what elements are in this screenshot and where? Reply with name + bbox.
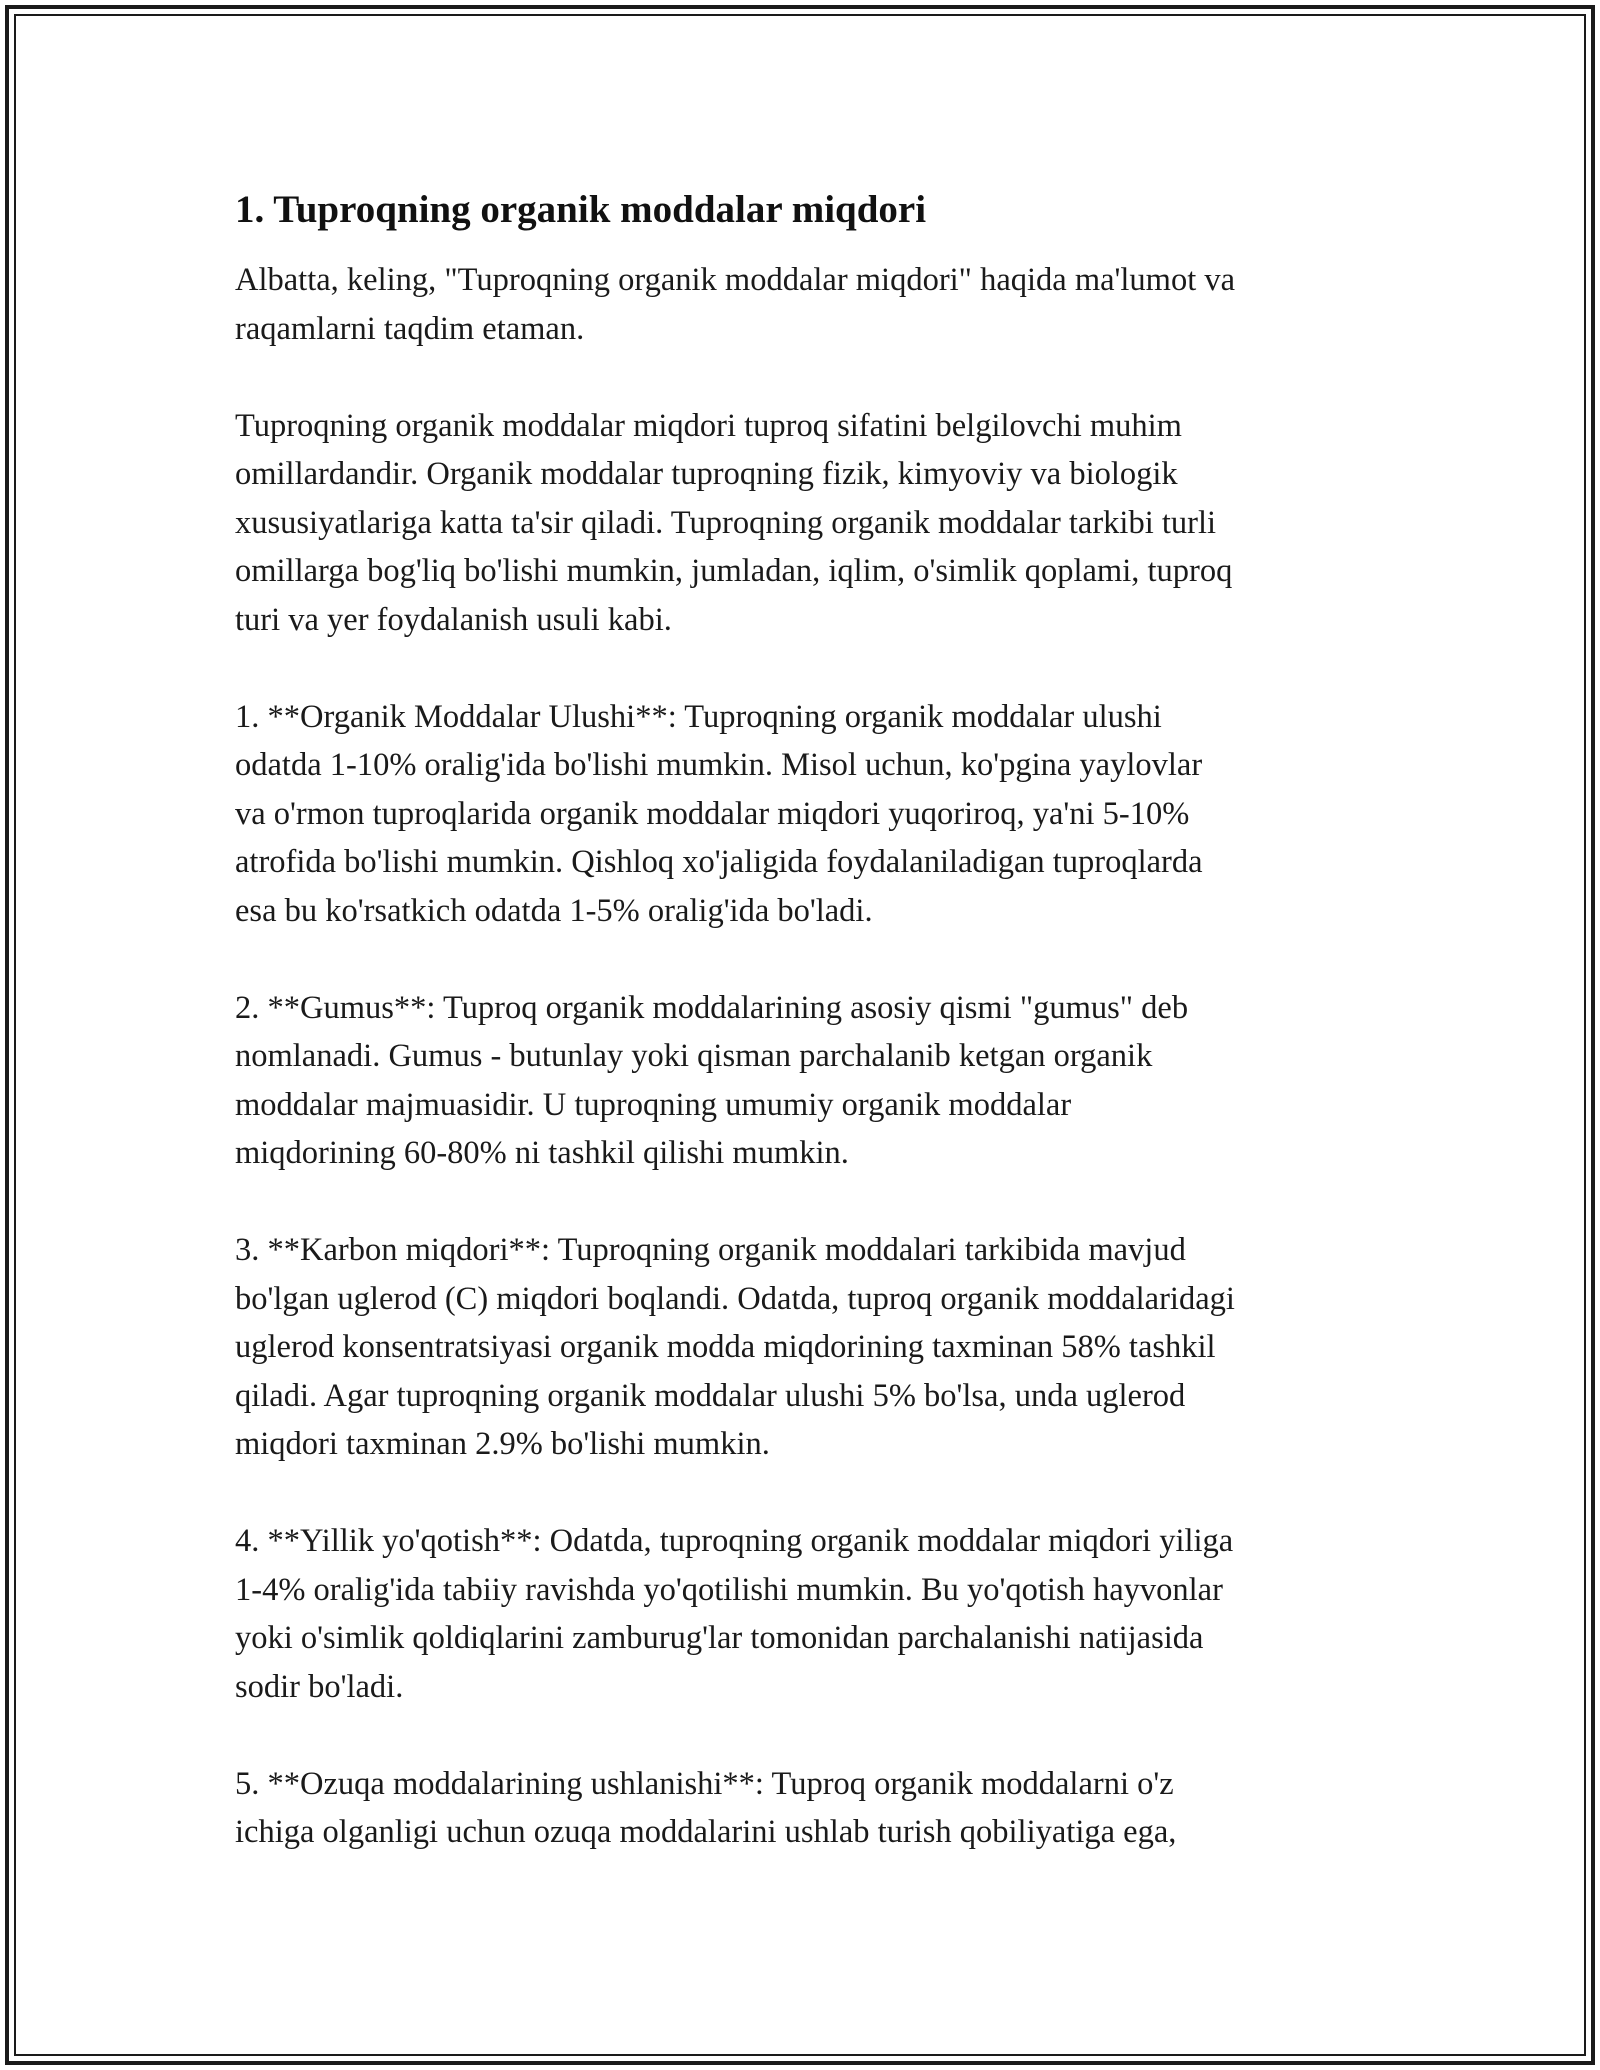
list-item-annual-loss: 4. **Yillik yo'qotish**: Odatda, tuproqning organik moddalar miqdori yiliga 1-4% oralig'ida tabiiy ravishda yo'qotilishi mumkin. Bu yo'qotish hayvonlar yoki o'simlik qoldiqlarini zamburug'lar tomonidan parchalanishi natijasida sodir bo'ladi. [235, 1523, 1234, 1705]
list-item-humus: 2. **Gumus**: Tuproq organik moddalarining asosiy qismi "gumus" deb nomlanadi. Gumus - butunlay yoki qisman parchalanib ketgan organik moddalar majmuasidir. U tuproqning umumiy organik moddalar miqdorining 60-80% ni tashkil qilishi mumkin. [235, 989, 1189, 1171]
document-title: 1. Tuproqning organik moddalar miqdori [235, 188, 927, 231]
list-item-organic-share: 1. **Organik Moddalar Ulushi**: Tuproqning organik moddalar ulushi odatda 1-10% oralig'ida bo'lishi mumkin. Misol uchun, ko'pgina yaylovlar va o'rmon tuproqlarida organik moddalar miqdori yuqoriroq, ya'ni 5-10% atrofida bo'lishi mumkin. Qishloq xo'jaligida foydalaniladigan tuproqlarda esa bu ko'rsatkich odatda 1-5% oralig'ida bo'ladi. [235, 698, 1203, 929]
list-item-nutrient-retention: 5. **Ozuqa moddalarining ushlanishi**: Tuproq organik moddalarni o'z ichiga olganligi uchun ozuqa moddalarini ushlab turish qobiliyatiga ega, [235, 1765, 1177, 1850]
overview-paragraph: Tuproqning organik moddalar miqdori tuproq sifatini belgilovchi muhim omillardandir. Organik moddalar tuproqning fizik, kimyoviy va biologik xususiyatlariga katta ta'sir qiladi. Tuproqning organik moddalar tarkibi turli omillarga bog'liq bo'lishi mumkin, jumladan, iqlim, o'simlik qoplami, tuproq turi va yer foydalanish usuli kabi. [235, 407, 1233, 638]
list-item-carbon: 3. **Karbon miqdori**: Tuproqning organik moddalari tarkibida mavjud bo'lgan uglerod (C) miqdori boqlandi. Odatda, tuproq organik moddalaridagi uglerod konsentratsiyasi organik modda miqdorining taxminan 58% tashkil qiladi. Agar tuproqning organik moddalar ulushi 5% bo'lsa, unda uglerod miqdori taxminan 2.9% bo'lishi mumkin. [235, 1232, 1235, 1462]
document-body [235, 186, 1375, 1905]
intro-paragraph: Albatta, keling, "Tuproqning organik moddalar miqdori" haqida ma'lumot va raqamlarni taqdim etaman. [235, 262, 1236, 347]
